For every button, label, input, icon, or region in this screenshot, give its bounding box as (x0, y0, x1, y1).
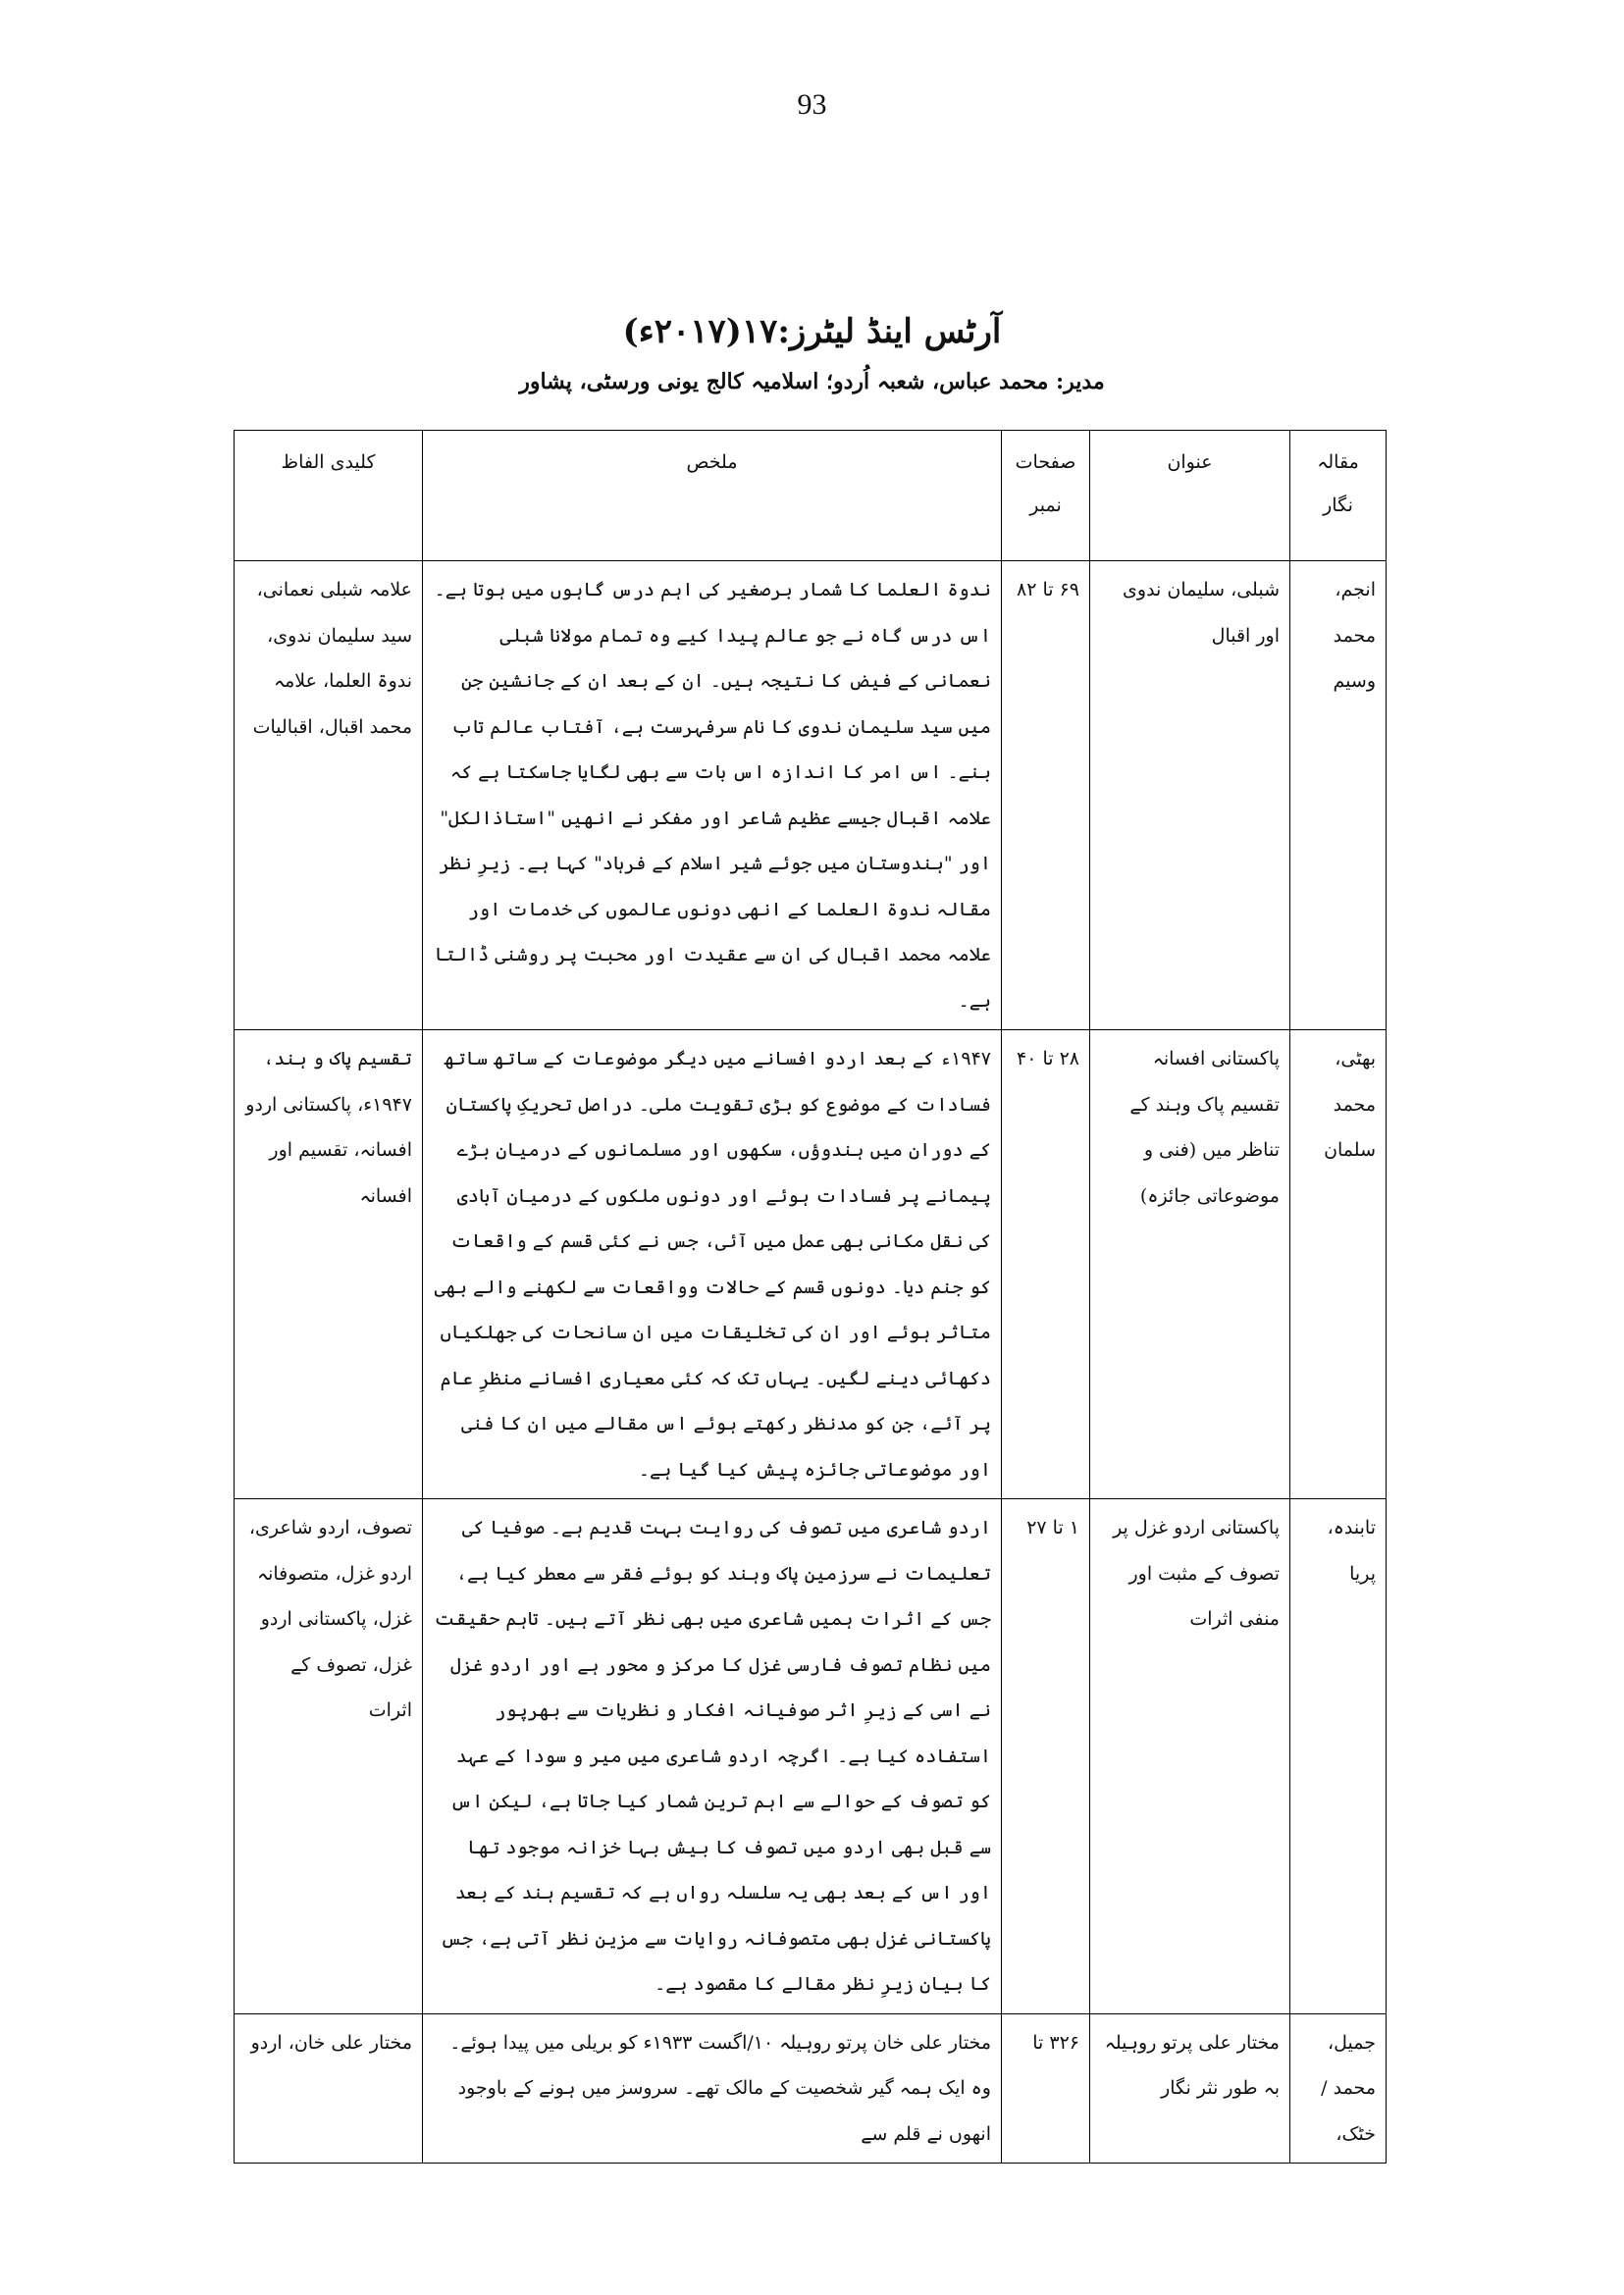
cell-title: مختار علی پرتو روہیلہ بہ طور نثر نگار (1090, 2013, 1290, 2164)
cell-keywords: مختار علی خان، اردو (235, 2013, 423, 2164)
cell-abstract: مختار علی خان پرتو روہیلہ ۱۰/اگست ۱۹۳۳ء کو بریلی میں پیدا ہوئے۔ وہ ایک ہمہ گیر شخصیت کے مالک تھے۔ سروسز میں ہونے کے باوجود انھوں نے قلم سے (423, 2013, 1002, 2164)
cell-keywords: تصوف، اردو شاعری، اردو غزل، متصوفانہ غزل، پاکستانی اردو غزل، تصوف کے اثرات (235, 1499, 423, 2014)
cell-author: جمیل، محمد / خٹک، (1290, 2013, 1387, 2164)
header-keywords: کلیدی الفاظ (235, 431, 423, 561)
cell-title: شبلی، سلیمان ندوی اور اقبال (1090, 561, 1290, 1030)
table-row (235, 1030, 1387, 1499)
table-row (235, 2013, 1387, 2164)
header-author: مقالہ نگار (1290, 431, 1387, 561)
cell-keywords: تقسیم پاک و ہند، ۱۹۴۷ء، پاکستانی اردو افسانہ، تقسیم اور افسانہ (235, 1030, 423, 1499)
journal-title: آرٹس اینڈ لیٹرز:۱۷(۲۰۱۷ء) (622, 312, 1002, 351)
table-row (235, 561, 1387, 1030)
table-row (235, 1499, 1387, 2014)
cell-keywords: علامہ شبلی نعمانی، سید سلیمان ندوی، ندوۃ العلما، علامہ محمد اقبال، اقبالیات (235, 561, 423, 1030)
cell-pages: ۲۸ تا ۴۰ (1002, 1030, 1090, 1499)
article-index-table (234, 430, 1387, 2164)
cell-abstract: ۱۹۴۷ء کے بعد اردو افسانے میں دیگر موضوعات کے ساتھ ساتھ فسادات کے موضوع کو بڑی تقویت ملی۔ دراصل تحریکِ پاکستان کے دوران میں ہندوؤں، سکھوں اور مسلمانوں کے درمیان بڑے پیمانے پر فسادات ہوئے اور دونوں ملکوں کے درمیان آبادی کی نقل مکانی بھی عمل میں آئی، جس نے کئی قسم کے واقعات کو جنم دیا۔ دونوں قسم کے حالات وواقعات سے لکھنے والے بھی متاثر ہوئے اور ان کی تخلیقات میں ان سانحات کی جھلکیاں دکھائی دینے لگیں۔ یہاں تک کہ کئی معیاری افسانے منظرِ عام پر آئے، جن کو مدنظر رکھتے ہوئے اس مقالے میں ان کا فنی اور موضوعاتی جائزہ پیش کیا گیا ہے۔ (423, 1030, 1002, 1499)
page-number: 93 (797, 88, 827, 121)
cell-abstract: اردو شاعری میں تصوف کی روایت بہت قدیم ہے۔ صوفیا کی تعلیمات نے سرزمین پاک وہند کو بوئے فقر سے معطر کیا ہے، جس کے اثرات ہمیں شاعری میں بھی نظر آتے ہیں۔ تاہم حقیقت میں نظام تصوف فارسی غزل کا مرکز و محور ہے اور اردو غزل نے اسی کے زیرِ اثر صوفیانہ افکار و نظریات سے بھرپور استفادہ کیا ہے۔ اگرچہ اردو شاعری میں میر و سودا کے عہد کو تصوف کے حوالے سے اہم ترین شمار کیا جاتا ہے، لیکن اس سے قبل بھی اردو میں تصوف کا بیش بہا خزانہ موجود تھا اور اس کے بعد بھی یہ سلسلہ رواں ہے کہ تقسیم ہند کے بعد پاکستانی غزل بھی متصوفانہ روایات سے مزین نظر آتی ہے، جس کا بیان زیرِ نظر مقالے کا مقصود ہے۔ (423, 1499, 1002, 2014)
table-header-row (235, 431, 1387, 561)
header-abstract: ملخص (423, 431, 1002, 561)
cell-title: پاکستانی افسانہ تقسیم پاک وہند کے تناظر میں (فنی و موضوعاتی جائزہ) (1090, 1030, 1290, 1499)
editor-line: مدیر: محمد عباس، شعبہ اُردو؛ اسلامیہ کالج یونی ورسٹی، پشاور (519, 369, 1105, 394)
cell-author: انجم، محمد وسیم (1290, 561, 1387, 1030)
cell-abstract: ندوۃ العلما کا شمار برصغیر کی اہم درس گاہوں میں ہوتا ہے۔ اس درس گاہ نے جو عالم پیدا کیے وہ تمام مولانا شبلی نعمانی کے فیض کا نتیجہ ہیں۔ ان کے بعد ان کے جانشین جن میں سید سلیمان ندوی کا نام سرفہرست ہے، آفتاب عالم تاب بنے۔ اس امر کا اندازہ اس بات سے بھی لگایا جاسکتا ہے کہ علامہ اقبال جیسے عظیم شاعر اور مفکر نے انھیں "استاذالکل" اور "ہندوستان میں جوئے شیر اسلام کے فرہاد" کہا ہے۔ زیرِ نظر مقالہ ندوۃ العلما کے انھی دونوں عالموں کی خدمات اور علامہ محمد اقبال کی ان سے عقیدت اور محبت پر روشنی ڈالتا ہے۔ (423, 561, 1002, 1030)
cell-pages: ۱ تا ۲۷ (1002, 1499, 1090, 2014)
header-title: عنوان (1090, 431, 1290, 561)
cell-title: پاکستانی اردو غزل پر تصوف کے مثبت اور منفی اثرات (1090, 1499, 1290, 2014)
cell-author: تابندہ، پریا (1290, 1499, 1387, 2014)
header-pages: صفحات نمبر (1002, 431, 1090, 561)
cell-author: بھٹی، محمد سلمان (1290, 1030, 1387, 1499)
cell-pages: ۳۲۶ تا (1002, 2013, 1090, 2164)
cell-pages: ۶۹ تا ۸۲ (1002, 561, 1090, 1030)
